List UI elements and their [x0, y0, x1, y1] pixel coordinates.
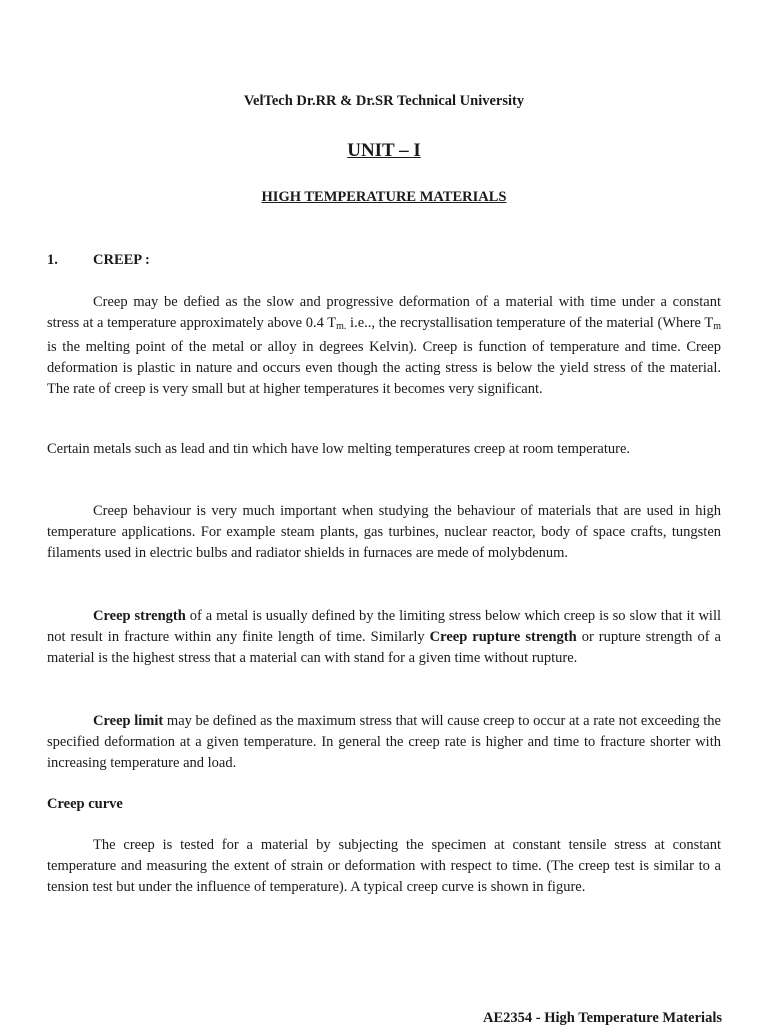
paragraph-text: may be defined as the maximum stress that will cause creep to occur at a rate not exceeding the specified deformation at a given temperature. In general the creep rate is higher and time to fracture shorter with increasing temperature and load.	[47, 713, 721, 771]
paragraph-text: or rupture strength of a material is the highest stress that a material can with stand for a given time without rupture.	[47, 629, 721, 666]
bold-term: Creep limit	[93, 713, 164, 729]
bold-term: Creep rupture strength	[429, 629, 577, 645]
creep-curve-heading: Creep curve	[47, 796, 123, 812]
section-title: CREEP :	[93, 252, 150, 268]
paragraph-room-temperature: Certain metals such as lead and tin which have low melting temperatures creep at room temperature.	[47, 441, 631, 457]
university-title: VelTech Dr.RR & Dr.SR Technical University	[243, 93, 525, 109]
paragraph-creep-behaviour: Creep behaviour is very much important when studying the behaviour of materials that are used in high temperature applications. For example steam plants, gas turbines, nuclear reactor, body of space crafts, tungsten filaments used in electric bulbs and radiator shields in furnaces are mede of molybdenum.	[47, 503, 721, 561]
subscript: m.	[336, 321, 347, 332]
paragraph-creep-limit	[47, 711, 721, 774]
paragraph-creep-test: The creep is tested for a material by subjecting the specimen at constant tensile stress at constant temperature and measuring the extent of strain or deformation with respect to time. (The creep test is similar to a tension test but under the influence of temperature). A typical creep curve is shown in figure.	[47, 837, 721, 895]
paragraph-creep-strength	[47, 606, 721, 669]
section-heading	[47, 252, 150, 269]
unit-title: UNIT – I	[347, 140, 421, 161]
paragraph-text: Creep may be defied as the slow and progressive deformation of a material with time under a constant stress at a temperature approximately above 0.4 T	[47, 294, 721, 331]
subject-title: HIGH TEMPERATURE MATERIALS	[261, 189, 507, 205]
page-footer: AE2354 - High Temperature Materials	[483, 1010, 722, 1026]
paragraph-text: i.e.., the recrystallisation temperature of the material (Where T	[346, 315, 714, 331]
paragraph-text: of a metal is usually defined by the limiting stress below which creep is so slow that it will not result in fracture within any finite length of time. Similarly	[47, 608, 721, 645]
subscript: m	[713, 321, 721, 332]
bold-term: Creep strength	[93, 608, 186, 624]
section-number: 1.	[47, 252, 58, 268]
paragraph-creep-definition	[47, 292, 721, 400]
paragraph-text: is the melting point of the metal or alloy in degrees Kelvin). Creep is function of temperature and time. Creep deformation is plastic in nature and occurs even though the acting stress is below the yield stress of the material. The rate of creep is very small but at higher temperatures it becomes very significant.	[47, 339, 721, 397]
